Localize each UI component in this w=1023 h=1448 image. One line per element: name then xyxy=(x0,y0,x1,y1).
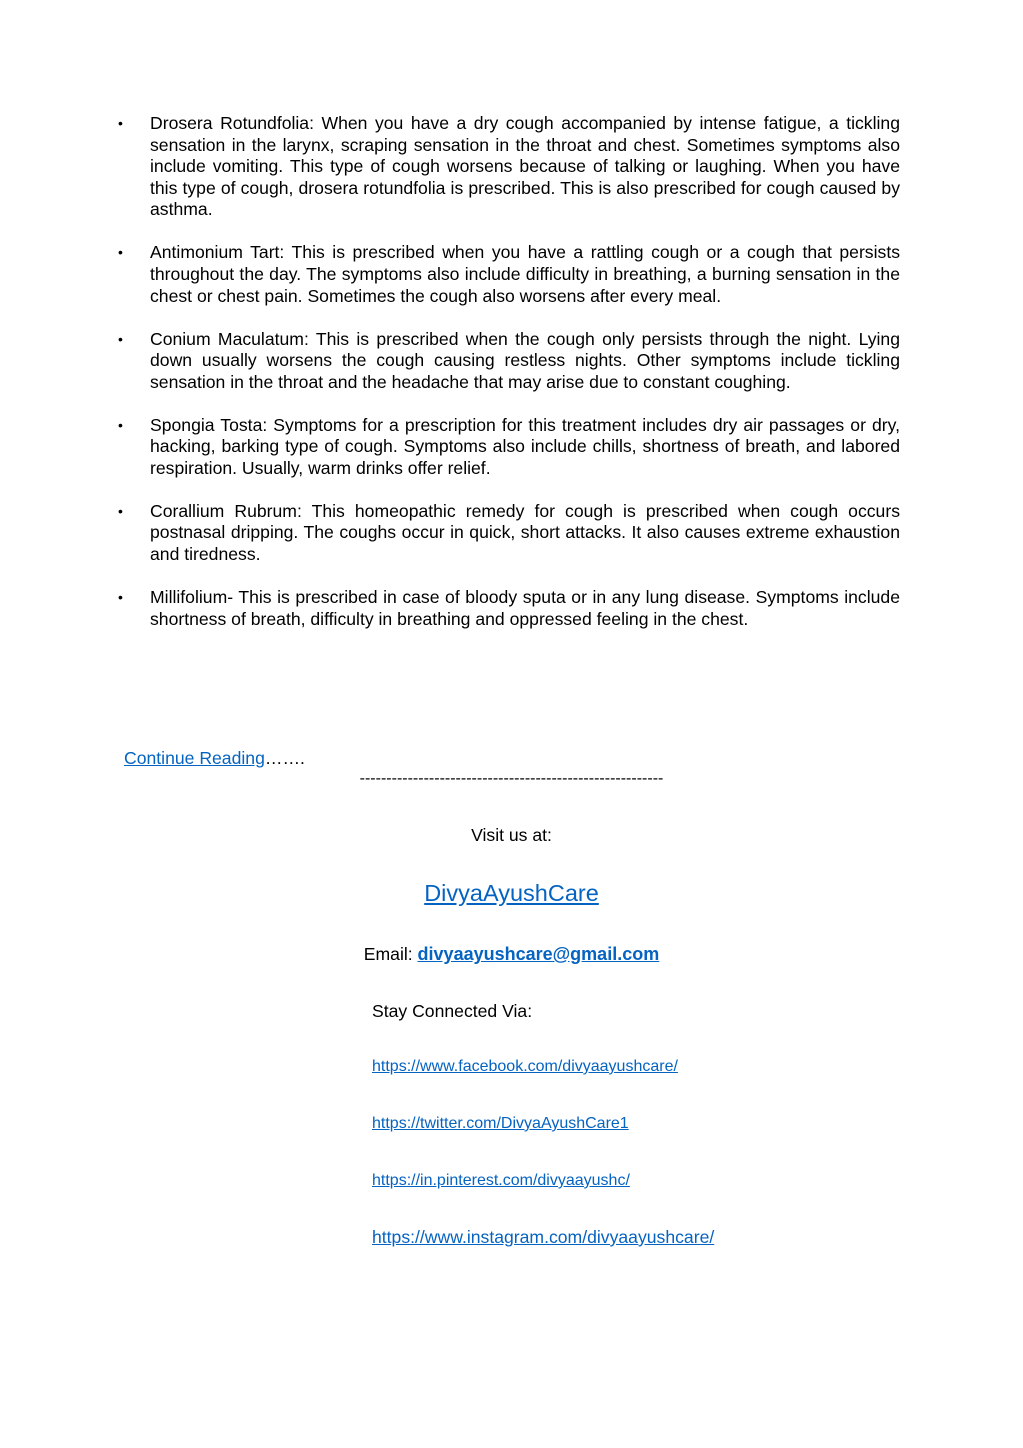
remedy-text: Antimonium Tart: This is prescribed when you have a rattling cough or a cough that persists throughout the day. The symptoms also include difficulty in breathing, a burning sensation in the chest or chest pain. Sometimes the cough also worsens after every meal. xyxy=(150,242,900,306)
list-item xyxy=(115,242,900,307)
facebook-link[interactable]: https://www.facebook.com/divyaayushcare/ xyxy=(372,1058,678,1075)
divider: --------------------------------------------------------- xyxy=(359,770,664,787)
continue-reading xyxy=(124,747,305,769)
bullet-icon: • xyxy=(118,330,123,347)
visit-heading: Visit us at: xyxy=(471,825,552,845)
bullet-icon: • xyxy=(118,416,123,433)
brand-link[interactable]: DivyaAyushCare xyxy=(424,880,599,906)
remedy-text: Spongia Tosta: Symptoms for a prescription for this treatment includes dry air passages or dry, hacking, barking type of cough. Symptoms also include chills, shortness of breath, and labored respiration. Usually, warm drinks offer relief. xyxy=(150,414,900,478)
list-item xyxy=(115,587,900,630)
remedy-text: Corallium Rubrum: This homeopathic remedy for cough is prescribed when cough occurs postnasal dripping. The coughs occur in quick, short attacks. It also causes extreme exhaustion and tiredness. xyxy=(150,500,900,565)
remedy-list xyxy=(115,113,900,652)
stay-connected-heading: Stay Connected Via: xyxy=(372,1001,533,1021)
continue-ellipsis: ……. xyxy=(264,748,305,768)
bullet-icon: • xyxy=(118,244,123,261)
remedy-text: Drosera Rotundfolia: When you have a dry cough accompanied by intense fatigue, a tickling sensation in the larynx, scraping sensation in the throat and chest. Sometimes symptoms also include vomiting. This type of cough worsens because of talking or laughing. When you have this type of cough, drosera rotundfolia is prescribed. This is also prescribed for cough caused by asthma. xyxy=(150,113,900,220)
list-item xyxy=(115,415,900,480)
pinterest-link[interactable]: https://in.pinterest.com/divyaayushc/ xyxy=(372,1172,630,1189)
email-link[interactable]: divyaayushcare@gmail.com xyxy=(417,944,660,964)
brand-block xyxy=(0,879,1023,907)
list-item xyxy=(115,329,900,394)
continue-reading-link[interactable]: Continue Reading xyxy=(124,748,265,768)
email-line xyxy=(0,943,1023,965)
email-label: Email: xyxy=(363,944,418,964)
bullet-icon: • xyxy=(118,115,123,131)
list-item xyxy=(115,501,900,566)
list-item xyxy=(115,113,900,221)
twitter-link[interactable]: https://twitter.com/DivyaAyushCare1 xyxy=(372,1115,629,1132)
bullet-icon: • xyxy=(118,589,123,606)
bullet-icon: • xyxy=(118,502,123,519)
remedy-text: Millifolium- This is prescribed in case of bloody sputa or in any lung disease. Symptoms include shortness of breath, difficulty in breathing and oppressed feeling in the chest. xyxy=(150,587,900,629)
remedy-text: Conium Maculatum: This is prescribed when the cough only persists through the night. Lying down usually worsens the cough causing restless nights. Other symptoms include tickling sensation in the throat and the headache that may arise due to constant coughing. xyxy=(150,328,900,392)
instagram-link[interactable]: https://www.instagram.com/divyaayushcare/ xyxy=(372,1227,715,1247)
